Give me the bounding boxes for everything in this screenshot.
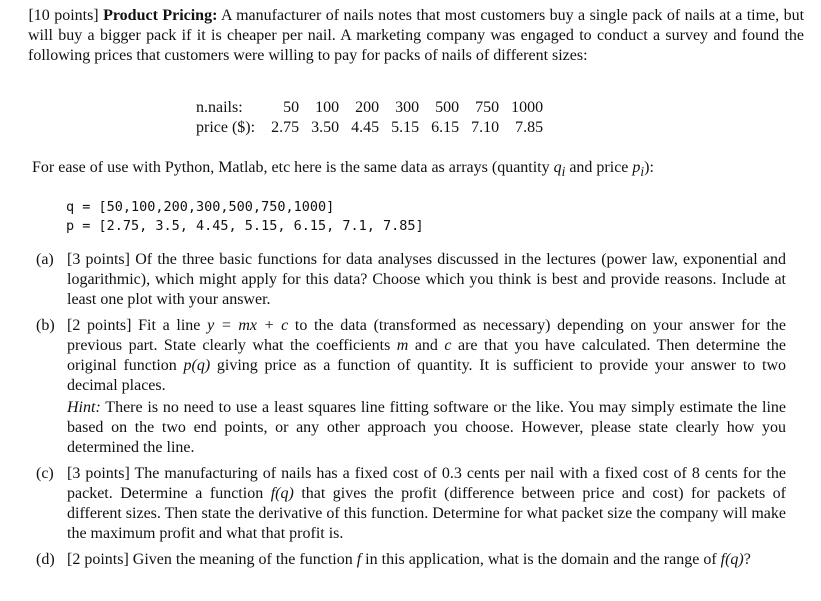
part-b-points: [2 points] [67, 317, 132, 334]
function-fq: f(q) [720, 551, 744, 568]
table-cell: 5.15 [391, 119, 420, 136]
table-cell: 50 [283, 99, 300, 116]
function-pq: p(q) [183, 357, 211, 374]
row-label-nails: n.nails: [196, 99, 243, 116]
table-cell: 500 [435, 99, 460, 116]
problem-points: [10 points] [28, 7, 99, 24]
table-cell: 200 [355, 99, 380, 116]
part-a-label: (a) [36, 251, 54, 268]
part-a-body: Of the three basic functions for data analyses discussed in the lectures (power law, exponential and logarithmic), which might apply for this data? Choose which you think is best and provide reasons. Include at least one plot with your answer. [67, 251, 786, 308]
table-cell: 6.15 [431, 119, 460, 136]
part-d-text [67, 550, 786, 570]
problem-intro-text: A manufacturer of nails notes that most customers buy a single pack of nails at a time, but will buy a bigger pack if it is cheaper per nail. A marketing company was engaged to conduct a survey and found the following prices that customers were willing to pay for packs of nails of different sizes: [28, 7, 805, 64]
table-cell: 1000 [511, 99, 544, 116]
part-b-label: (b) [36, 317, 55, 334]
p-subscript: i [640, 164, 645, 180]
line-equation: y = mx + c [207, 317, 289, 334]
part-b-body: Fit a line [138, 317, 208, 334]
part-d-body: ? [743, 551, 751, 568]
part-b-body: and [408, 337, 445, 354]
table-cell: 3.50 [311, 119, 340, 136]
table-row-nails [196, 98, 549, 118]
code-line-p: p = [2.75, 3.5, 4.45, 5.15, 6.15, 7.1, 7.85] [66, 218, 424, 234]
table-cell: 750 [475, 99, 500, 116]
part-b-body: are that you have calculated. Then determine the original function [67, 337, 786, 374]
part-a-text [67, 250, 786, 310]
part-a-points: [3 points] [67, 251, 130, 268]
p-symbol: p [632, 159, 641, 176]
part-c-text [67, 464, 786, 544]
q-subscript: i [561, 164, 566, 180]
problem-intro [4, 6, 804, 66]
table-cell: 4.45 [351, 119, 380, 136]
table-cell: 7.10 [471, 119, 500, 136]
part-d [36, 550, 786, 570]
note-text: For ease of use with Python, Matlab, etc here is the same data as arrays (quantity [32, 159, 554, 176]
table-cell: 7.85 [515, 119, 544, 136]
problem-title: Product Pricing: [103, 7, 218, 24]
table-cell: 300 [395, 99, 420, 116]
table-cell: 100 [315, 99, 340, 116]
function-f: f [356, 551, 362, 568]
part-a [36, 250, 786, 310]
part-b-body: to the data (transformed as necessary) depending on your answer for the previous part. State clearly what the coefficients [67, 317, 786, 354]
part-c-body: The manufacturing of nails has a fixed cost of 0.3 cents per nail with a fixed cost of 8 cents for the packet. Determine a function [67, 465, 786, 502]
part-d-points: [2 points] [67, 551, 129, 568]
hint-label: Hint: [67, 399, 101, 416]
hint-text: There is no need to use a least squares line fitting software or the like. You may simply estimate the line based on the two end points, or any other approach you choose. However, please state clearly how you determined the line. [67, 399, 786, 456]
data-table [196, 98, 549, 138]
code-line-q: q = [50,100,200,300,500,750,1000] [66, 199, 335, 215]
part-b-body: giving price as a function of quantity. It is sufficient to provide your answer to two decimal places. [67, 357, 787, 394]
part-c-points: [3 points] [67, 465, 130, 482]
part-d-label: (d) [36, 551, 55, 568]
coefficient-c: c [444, 337, 452, 354]
part-d-body: in this application, what is the domain and the range of [361, 551, 721, 568]
part-b [36, 316, 786, 458]
row-label-price: price ($): [196, 119, 256, 136]
part-c-label: (c) [36, 465, 54, 482]
arrays-note [32, 158, 654, 182]
problem-1 [4, 6, 804, 66]
q-symbol: q [553, 159, 562, 176]
part-b-text [67, 316, 786, 396]
note-text: and price [565, 159, 633, 176]
part-d-body: Given the meaning of the function [132, 551, 357, 568]
part-c-body: that gives the profit (difference between price and cost) for packets of different sizes. Then state the derivative of this function. Determine for what packet size the company will make the maximum profit and what that profit is. [67, 485, 786, 542]
problem-number [4, 6, 24, 26]
part-c [36, 464, 786, 544]
coefficient-m: m [396, 337, 409, 354]
function-fq: f(q) [270, 485, 294, 502]
note-text: ): [644, 159, 654, 176]
part-b-hint [67, 398, 786, 458]
table-cell: 2.75 [271, 119, 300, 136]
table-row-price [196, 118, 549, 138]
